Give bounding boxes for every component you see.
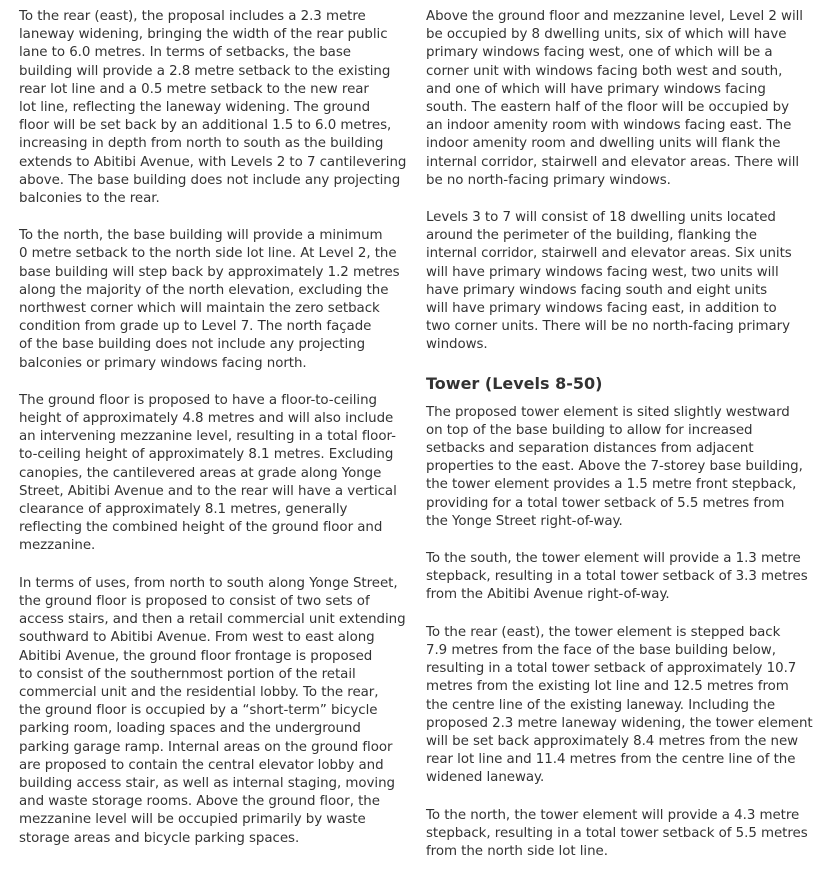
- paragraph-rear-setbacks: To the rear (east), the proposal includes a 2.3 metre laneway widening, bringing the width of the rear public lane to 6.0 metres. In terms of setbacks, the base building will provide a 2.8 metre setback to the existing rear lot line and a 0.5 metre setback to the new rear lot line, reflecting the laneway widening. The ground floor will be set back by an additional 1.5 to 6.0 metres, increasing in depth from north to south as the building extends to Abitibi Avenue, with Levels 2 to 7 cantilevering above. The base building does not include any projecting balconies to the rear.: [19, 9, 407, 207]
- paragraph-levels-3-7: Levels 3 to 7 will consist of 18 dwelling units located around the perimeter of the building, flanking the internal corridor, stairwell and elevator areas. Six units will have primary windows facing west, two units will have primary windows facing south and eight units will have primary windows facing east, in addition to two corner units. There will be no north-facing primary windows.: [426, 210, 792, 353]
- paragraph-ground-floor-uses: In terms of uses, from north to south along Yonge Street, the ground floor is proposed to consist of two sets of access stairs, and then a retail commercial unit extending southward to Abitibi Avenue. From west to east along Abitibi Avenue, the ground floor frontage is proposed to consist of the southernmost portion of the retail commercial unit and the residential lobby. To the rear, the ground floor is occupied by a “short-term” bicycle parking room, loading spaces and the underground parking garage ramp. Internal areas on the ground floor are proposed to contain the central elevator lobby and building access stair, as well as internal staging, moving and waste storage rooms. Above the ground floor, the mezzanine level will be occupied primarily by waste storage areas and bicycle parking spaces.: [19, 575, 406, 846]
- right-column: [426, 8, 819, 880]
- paragraph-tower-rear: To the rear (east), the tower element is stepped back 7.9 metres from the face of the base building below, resulting in a total tower setback of approximately 10.7 metres from the existing lot line and 12.5 metres from the centre line of the existing laneway. Including the proposed 2.3 metre laneway widening, the tower element will be set back approximately 8.4 metres from the new rear lot line and 11.4 metres from the centre line of the widened laneway.: [426, 624, 813, 786]
- left-column: [19, 8, 412, 867]
- paragraph-tower-north: To the north, the tower element will provide a 4.3 metre stepback, resulting in a total tower setback of 5.5 metres from the north side lot line.: [426, 807, 808, 859]
- paragraph-ground-floor-height: The ground floor is proposed to have a floor-to-ceiling height of approximately 4.8 metres and will also include an intervening mezzanine level, resulting in a total floor- to-ceiling height of approximately 8.1 metres. Excluding canopies, the cantilevered areas at grade along Yonge Street, Abitibi Avenue and to the rear will have a vertical clearance of approximately 8.1 metres, generally reflecting the combined height of the ground floor and mezzanine.: [19, 392, 397, 554]
- paragraph-level-2: Above the ground floor and mezzanine level, Level 2 will be occupied by 8 dwelling units, six of which will have primary windows facing west, one of which will be a corner unit with windows facing both west and south, and one of which will have primary windows facing south. The eastern half of the floor will be occupied by an indoor amenity room with windows facing east. The indoor amenity room and dwelling units will flank the internal corridor, stairwell and elevator areas. There will be no north-facing primary windows.: [426, 9, 803, 188]
- paragraph-tower-front: The proposed tower element is sited slightly westward on top of the base building to allow for increased setbacks and separation distances from adjacent properties to the east. Above the 7-storey base building, the tower element provides a 1.5 metre front stepback, providing for a total tower setback of 5.5 metres from the Yonge Street right-of-way.: [426, 404, 803, 529]
- paragraph-north-setbacks: To the north, the base building will provide a minimum 0 metre setback to the north side lot line. At Level 2, the base building will step back by approximately 1.2 metres along the majority of the north elevation, excluding the northwest corner which will maintain the zero setback condition from grade up to Level 7. The north façade of the base building does not include any projecting balconies or primary windows facing north.: [19, 228, 400, 371]
- paragraph-tower-south: To the south, the tower element will provide a 1.3 metre stepback, resulting in a total tower setback of 3.3 metres from the Abitibi Avenue right-of-way.: [426, 551, 808, 603]
- section-heading-tower: Tower (Levels 8-50): [426, 373, 603, 393]
